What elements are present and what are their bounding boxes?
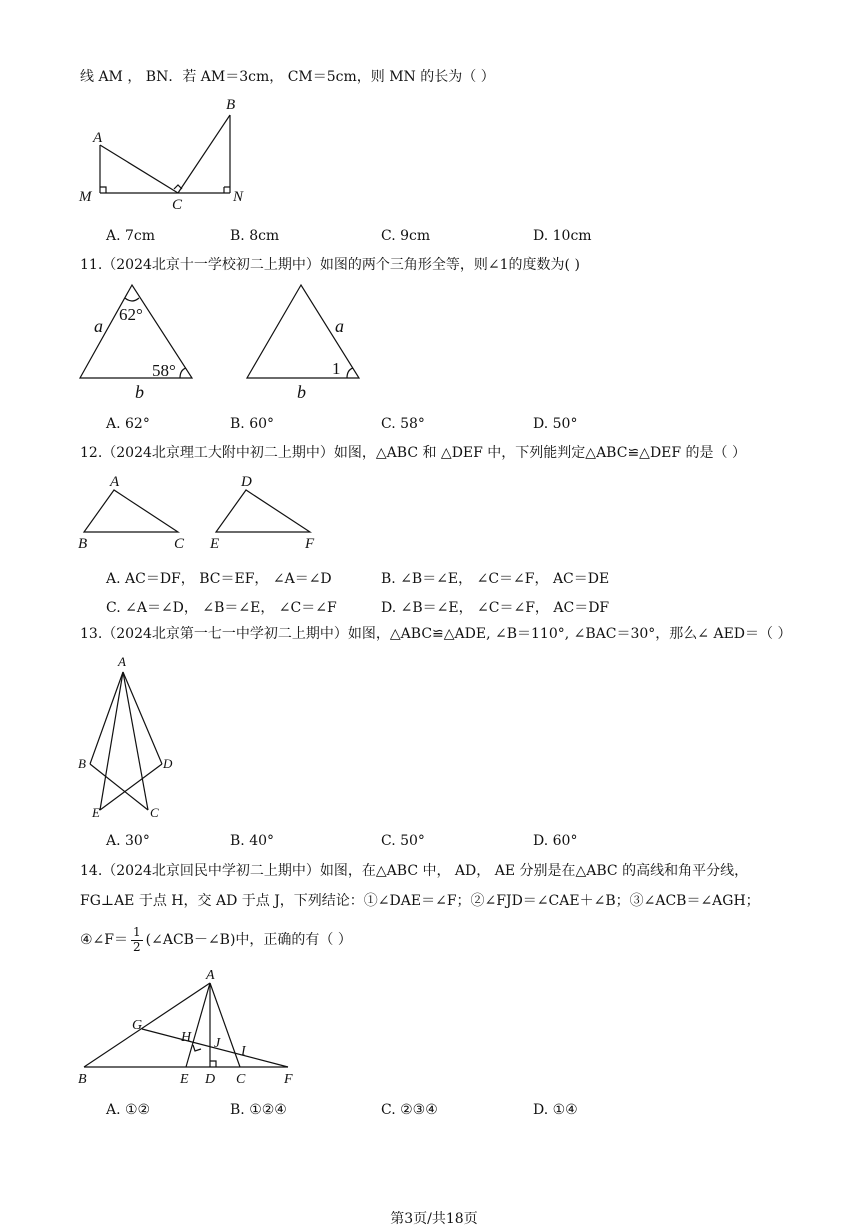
q12-option-d[interactable]: D. ∠B＝∠E， ∠C＝∠F， AC＝DF — [381, 600, 610, 616]
q14-option-b[interactable]: B. ①②④ — [230, 1102, 287, 1118]
q13-option-d[interactable]: D. 60° — [533, 833, 578, 849]
q14-label-D: D — [205, 1072, 216, 1087]
q12-option-b[interactable]: B. ∠B＝∠E， ∠C＝∠F， AC＝DE — [381, 571, 610, 587]
q13-option-a[interactable]: A. 30° — [106, 833, 150, 849]
q14-stem-prefix: ④∠F＝ — [80, 932, 128, 948]
q14-label-B: B — [78, 1072, 87, 1087]
q14-stem-line1: 14.（2024北京回民中学初二上期中）如图，在△ABC 中， AD， AE 分别是在△ABC 的高线和角平分线， — [80, 863, 749, 879]
q14-option-d[interactable]: D. ①④ — [533, 1102, 578, 1118]
q11-option-d[interactable]: D. 50° — [533, 416, 578, 432]
q14-stem-suffix: (∠ACB－∠B)中，正确的有（ ） — [145, 932, 352, 948]
q13-figure — [70, 652, 190, 822]
q10-option-d[interactable]: D. 10cm — [533, 228, 592, 244]
q13-option-c[interactable]: C. 50° — [381, 833, 425, 849]
q14-fraction — [131, 926, 143, 953]
q13-label-B: B — [78, 756, 86, 771]
q11-label-b-right: b — [297, 382, 306, 402]
q10-label-A: A — [93, 130, 103, 146]
q14-label-C: C — [236, 1072, 246, 1087]
q10-label-N: N — [233, 189, 244, 205]
q11-angle-1: 1 — [332, 359, 341, 378]
q11-option-b[interactable]: B. 60° — [230, 416, 275, 432]
q14-option-a[interactable]: A. ①② — [106, 1102, 151, 1118]
q12-option-a[interactable]: A. AC＝DF， BC＝EF， ∠A＝∠D — [106, 571, 332, 587]
q14-stem-line3 — [80, 922, 352, 958]
q13-label-A: A — [118, 654, 126, 669]
q11-label-a-right: a — [335, 316, 344, 336]
q10-label-M: M — [79, 189, 92, 205]
q11-stem: 11.（2024北京十一学校初二上期中）如图的两个三角形全等，则∠1的度数为( ) — [80, 257, 580, 273]
q14-figure — [70, 965, 320, 1090]
q10-option-a[interactable]: A. 7cm — [106, 228, 156, 244]
q14-label-G: G — [132, 1018, 143, 1033]
q12-label-E: E — [210, 536, 220, 552]
q11-option-a[interactable]: A. 62° — [106, 416, 150, 432]
q10-option-c[interactable]: C. 9cm — [381, 228, 431, 244]
q13-stem: 13.（2024北京第一七一中学初二上期中）如图，△ABC≌△ADE, ∠B＝110°, ∠BAC＝30°，那么∠ AED＝（ ） — [80, 626, 792, 642]
q11-figure — [70, 280, 380, 405]
q10-figure — [70, 95, 260, 215]
q11-label-a-left: a — [94, 316, 103, 336]
q14-label-A: A — [206, 968, 215, 983]
q12-figure — [70, 470, 340, 555]
q12-option-c[interactable]: C. ∠A＝∠D， ∠B＝∠E， ∠C＝∠F — [106, 600, 337, 616]
q14-label-H: H — [181, 1030, 192, 1045]
q14-fraction-denominator: 2 — [133, 939, 141, 954]
q14-label-I: I — [241, 1044, 246, 1059]
q11-option-c[interactable]: C. 58° — [381, 416, 425, 432]
q14-option-c[interactable]: C. ②③④ — [381, 1102, 438, 1118]
q12-label-B: B — [78, 536, 88, 552]
q14-fraction-numerator: 1 — [133, 925, 141, 940]
q11-label-b-left: b — [135, 382, 144, 402]
page-footer: 第3页/共18页 — [390, 1211, 478, 1227]
q12-label-C: C — [174, 536, 185, 552]
q12-stem: 12.（2024北京理工大附中初二上期中）如图，△ABC 和 △DEF 中，下列能判定△ABC≌△DEF 的是（ ） — [80, 445, 746, 461]
q12-label-F: F — [305, 536, 315, 552]
q12-label-A: A — [110, 474, 120, 490]
q11-angle-58: 58° — [152, 361, 176, 380]
q14-label-J: J — [214, 1036, 221, 1051]
q14-stem-line2: FG⊥AE 于点 H，交 AD 于点 J，下列结论：①∠DAE＝∠F；②∠FJD＝∠CAE＋∠B；③∠ACB＝∠AGH； — [80, 893, 760, 909]
q10-stem: 线 AM ， BN．若 AM＝3cm， CM＝5cm，则 MN 的长为（ ） — [80, 69, 495, 85]
q10-label-C: C — [172, 197, 183, 213]
q13-option-b[interactable]: B. 40° — [230, 833, 275, 849]
q13-label-D: D — [163, 756, 173, 771]
q14-label-F: F — [284, 1072, 293, 1087]
q12-label-D: D — [241, 474, 252, 490]
q14-label-E: E — [180, 1072, 189, 1087]
q10-option-b[interactable]: B. 8cm — [230, 228, 280, 244]
q13-label-E: E — [92, 805, 100, 820]
q11-angle-62: 62° — [119, 305, 143, 324]
q13-label-C: C — [150, 805, 159, 820]
q10-label-B: B — [226, 97, 236, 113]
